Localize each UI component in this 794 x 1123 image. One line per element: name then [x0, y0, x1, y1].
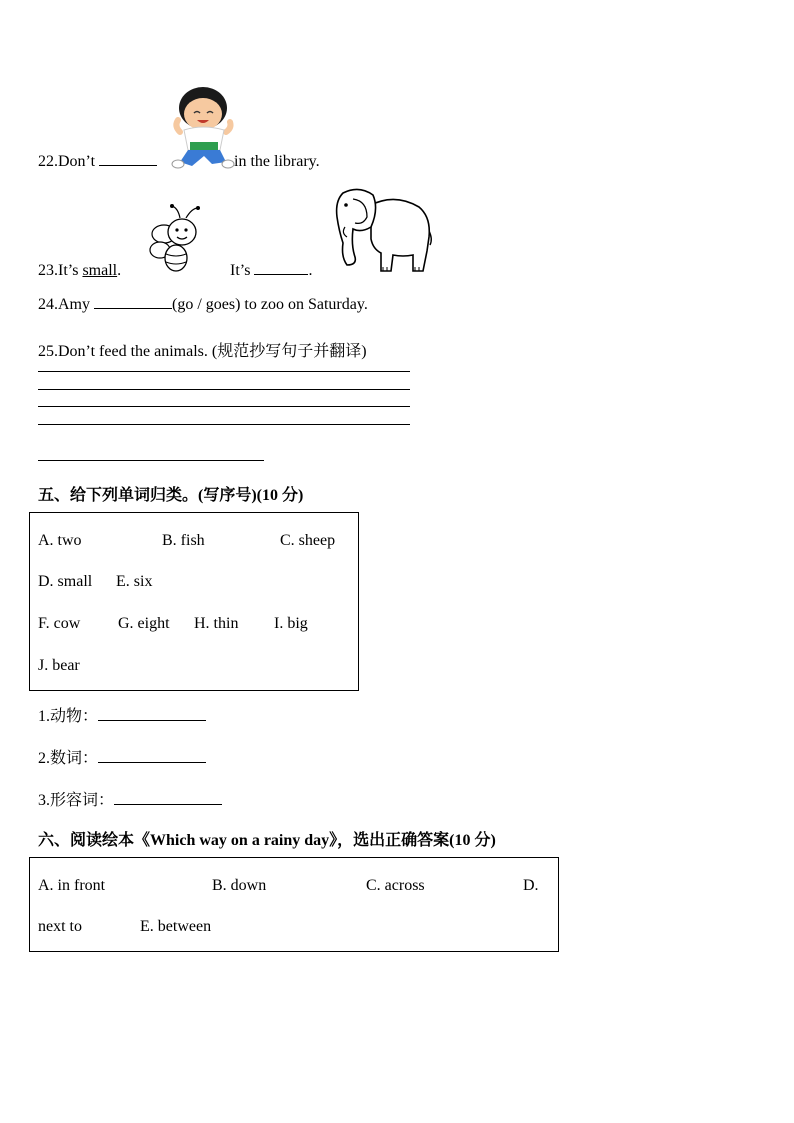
s6-option-a: A. in front	[38, 877, 106, 894]
question-23	[38, 262, 121, 280]
section6-title	[38, 827, 496, 850]
q25-writing-line-3[interactable]	[38, 406, 410, 407]
option-c: C. sheep	[280, 532, 336, 549]
q24-suffix: (go / goes) to zoo on Saturday.	[172, 296, 368, 313]
q22-prefix: 22.Don’t	[38, 153, 96, 170]
q23-period: .	[117, 262, 122, 279]
q24-prefix: 24.Amy	[38, 296, 90, 313]
option-j: J. bear	[38, 657, 80, 674]
q22-suffix: in the library.	[234, 153, 320, 170]
q23-prefix: 23.It’s	[38, 262, 79, 279]
question-25: 25.Don’t feed the animals. (规范抄写句子并翻译)	[38, 343, 367, 360]
section6-title-suffix: 》，选出正确答案(10 分)	[329, 832, 496, 849]
running-boy-icon	[170, 86, 236, 170]
q22-answer-blank[interactable]	[99, 165, 157, 166]
option-i: I. big	[274, 615, 308, 632]
q23-end: .	[308, 262, 313, 279]
option-e: E. six	[116, 573, 153, 590]
category-numbers-label: 2.数词：	[38, 750, 99, 767]
category-adjectives	[38, 787, 222, 810]
s6-option-c: C. across	[366, 877, 425, 894]
q23-underlined-word: small	[82, 262, 118, 279]
category-adjectives-label: 3.形容词：	[38, 792, 115, 809]
s6-option-b: B. down	[212, 877, 267, 894]
q23-second-part	[230, 262, 312, 280]
section6-book-title: Which way on a rainy day	[150, 832, 330, 849]
option-a: A. two	[38, 532, 82, 549]
s6-option-e: E. between	[140, 918, 212, 935]
elephant-icon	[333, 187, 433, 275]
q25-writing-line-2[interactable]	[38, 389, 410, 390]
category-numbers-blank[interactable]	[98, 762, 206, 763]
section5-word-box	[29, 512, 359, 691]
q23-second-prefix: It’s	[230, 262, 251, 279]
option-b: B. fish	[162, 532, 205, 549]
category-animals	[38, 703, 206, 726]
q25-writing-line-4[interactable]	[38, 424, 410, 425]
category-numbers	[38, 745, 206, 768]
section6-option-box	[29, 857, 559, 952]
q25-writing-line-5[interactable]	[38, 460, 264, 461]
s6-option-d: D.	[523, 877, 539, 894]
question-22	[38, 153, 157, 171]
option-g: G. eight	[118, 615, 170, 632]
q24-answer-blank[interactable]	[94, 308, 172, 309]
s6-option-d-continued: next to	[38, 918, 82, 935]
section5-title: 五、给下列单词归类。(写序号)(10 分)	[38, 487, 304, 504]
option-f: F. cow	[38, 615, 81, 632]
category-adjectives-blank[interactable]	[114, 804, 222, 805]
option-d: D. small	[38, 573, 93, 590]
category-animals-blank[interactable]	[98, 720, 206, 721]
bee-icon	[146, 204, 208, 274]
q23-answer-blank[interactable]	[254, 274, 308, 275]
question-24	[38, 296, 368, 314]
category-animals-label: 1.动物：	[38, 708, 99, 725]
section6-title-prefix: 六、阅读绘本《	[38, 832, 151, 849]
option-h: H. thin	[194, 615, 239, 632]
q25-writing-line-1[interactable]	[38, 371, 410, 372]
